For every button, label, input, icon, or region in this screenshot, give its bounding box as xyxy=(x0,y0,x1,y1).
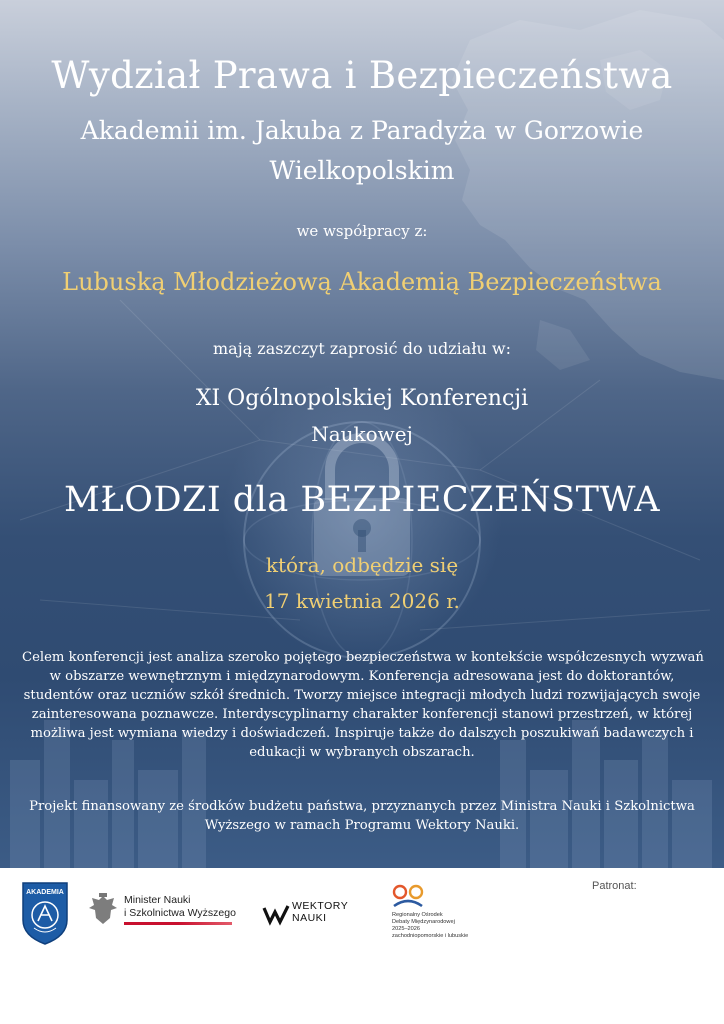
invitation-text: mają zaszczyt zaprosić do udziału w: xyxy=(213,339,511,358)
footer-logos xyxy=(0,868,724,1024)
cooperation-text: we współpracy z: xyxy=(296,222,428,240)
description-line: Celem konferencji jest analiza szeroko pojętego bezpieczeństwa w kontekście współczesnych wyzwań xyxy=(22,650,704,665)
rodm-logo xyxy=(390,884,490,954)
rodm-line: 2025–2026 xyxy=(392,926,420,932)
akademia-logo-text: AKADEMIA xyxy=(26,889,64,896)
ministry-red-bar xyxy=(124,922,232,925)
wektory-nauki-logo xyxy=(262,898,372,928)
funding-line: Projekt finansowany ze środków budżetu państwa, przyznanych przez Ministra Nauki i Szkolnictwa xyxy=(29,799,695,814)
patronat-label: Patronat: xyxy=(592,880,637,892)
academy-line-1: Akademii im. Jakuba z Paradyża w Gorzowie xyxy=(80,116,644,145)
rodm-line: Regionalny Ośrodek xyxy=(392,912,443,918)
rodm-logo-icon xyxy=(390,884,430,912)
description-line: edukacji w wybranych obszarach. xyxy=(249,745,475,760)
rodm-line: zachodniopomorskie i lubuskie xyxy=(392,933,469,939)
date-intro: która, odbędzie się xyxy=(265,553,459,577)
partner-name: Lubuską Młodzieżową Akademią Bezpieczeństwa xyxy=(62,268,662,296)
wektory-w-logo-icon xyxy=(262,902,290,926)
conference-name-line-2: Naukowej xyxy=(311,422,413,446)
wektory-text xyxy=(292,900,348,924)
wektory-line-2: NAUKI xyxy=(292,912,327,924)
description-line: możliwa jest wymiana wiedzy i doświadczeń. Inspiruje także do dalszych poszukiwań badawczych i xyxy=(30,726,694,741)
ministry-line-1: Minister Nauki xyxy=(124,894,191,906)
rodm-line: Debaty Międzynarodowej xyxy=(392,919,455,925)
rodm-name xyxy=(392,912,468,940)
description-paragraph xyxy=(22,648,702,762)
description-line: studentów oraz uczniów szkół średnich. Tworzy miejsce integracji młodych ludzi rozwijających swoje xyxy=(23,688,701,703)
description-line: zainteresowana poznawcze. Interdyscyplinarny charakter konferencji stanowi przestrzeń, w której xyxy=(31,707,693,722)
ministry-logo xyxy=(86,890,256,934)
description-line: w obszarze wewnętrznym i międzynarodowym. Konferencja adresowana jest do doktorantów, xyxy=(49,669,675,684)
polish-eagle-emblem-icon xyxy=(86,892,120,928)
wektory-line-1: WEKTORY xyxy=(292,900,349,912)
funding-paragraph xyxy=(22,797,702,835)
conference-name-line-1: XI Ogólnopolskiej Konferencji xyxy=(195,386,529,411)
conference-date: 17 kwietnia 2026 r. xyxy=(264,589,460,613)
ministry-line-2: i Szkolnictwa Wyższego xyxy=(124,907,236,919)
conference-title: MŁODZI dla BEZPIECZEŃSTWA xyxy=(64,480,660,520)
funding-line: Wyższego w ramach Programu Wektory Nauki. xyxy=(204,818,520,833)
faculty-title: Wydział Prawa i Bezpieczeństwa xyxy=(51,54,673,97)
academy-line-2: Wielkopolskim xyxy=(269,156,455,185)
akademia-shield-logo-icon xyxy=(20,880,70,946)
ministry-name xyxy=(124,894,236,920)
